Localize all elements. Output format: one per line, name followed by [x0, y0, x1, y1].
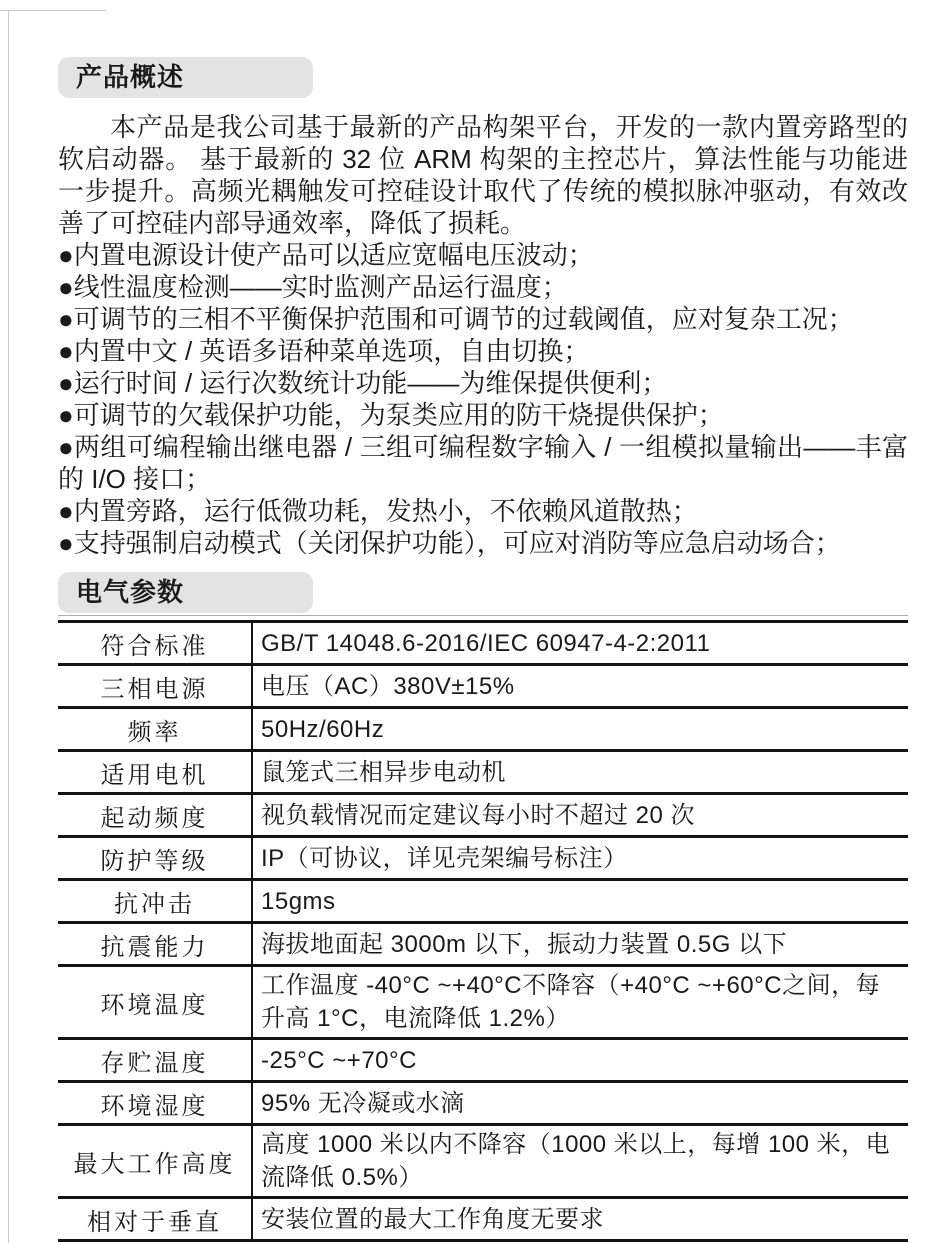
feature-item — [58, 527, 908, 559]
spec-row — [58, 923, 908, 966]
electrical-spec-table — [58, 615, 908, 1243]
section-header-electrical-parameters — [58, 572, 313, 613]
feature-item — [58, 239, 908, 271]
feature-item — [58, 431, 908, 495]
spec-value: 95% 无冷凝或水滴 — [261, 1089, 465, 1117]
spec-label: 抗冲击 — [58, 880, 252, 923]
spec-value: -25°C ~+70°C — [261, 1046, 417, 1074]
spec-row — [58, 665, 908, 708]
spec-value: 鼠笼式三相异步电动机 — [261, 758, 506, 786]
feature-text: 内置中文 / 英语多语种菜单选项，自由切换； — [73, 336, 590, 366]
spec-label: 最大工作高度 — [58, 1125, 252, 1198]
spec-label: 抗震能力 — [58, 923, 252, 966]
page-edge-vertical-line — [8, 10, 9, 1243]
spec-label: 环境温度 — [58, 966, 252, 1039]
feature-item — [58, 367, 908, 399]
feature-text: 支持强制启动模式（关闭保护功能），可应对消防等应急启动场合； — [73, 528, 841, 558]
bullet-icon: ● — [58, 240, 74, 270]
spec-label: 环境湿度 — [58, 1082, 252, 1125]
spec-value: 工作温度 -40°C ~+40°C不降容（+40°C ~+60°C之间，每升高 1°C，电流降低 1.2%） — [261, 972, 881, 1032]
spec-value: 电压（AC）380V±15% — [261, 672, 515, 700]
spec-table — [58, 623, 908, 1239]
spec-row — [58, 623, 908, 665]
bullet-icon: ● — [58, 528, 74, 558]
spec-value: GB/T 14048.6-2016/IEC 60947-4-2:2011 — [261, 629, 711, 657]
bullet-icon: ● — [58, 304, 74, 334]
spec-row — [58, 1082, 908, 1125]
feature-text: 内置旁路，运行低微功耗，发热小，不依赖风道散热； — [73, 496, 698, 526]
spec-label: 相对于垂直 — [58, 1198, 252, 1240]
table-bottom-thick-rule — [58, 1239, 908, 1242]
feature-text: 运行时间 / 运行次数统计功能——为维保提供便利； — [73, 368, 668, 398]
feature-text: 可调节的欠载保护功能，为泵类应用的防干烧提供保护； — [73, 400, 724, 430]
section-title: 产品概述 — [76, 62, 185, 92]
spec-label: 起动频度 — [58, 794, 252, 837]
section-header-product-overview — [58, 57, 313, 98]
spec-row — [58, 837, 908, 880]
spec-row — [58, 1039, 908, 1082]
bullet-icon: ● — [58, 400, 74, 430]
section-title: 电气参数 — [76, 577, 185, 607]
bullet-icon: ● — [58, 496, 74, 526]
spec-value: 视负载情况而定建议每小时不超过 20 次 — [261, 801, 696, 829]
feature-item — [58, 303, 908, 335]
table-top-thin-rule — [58, 615, 908, 616]
spec-value: 15gms — [261, 887, 336, 915]
spec-row — [58, 1198, 908, 1240]
spec-value: 安装位置的最大工作角度无要求 — [261, 1205, 604, 1233]
feature-list — [58, 239, 908, 559]
spec-value: 高度 1000 米以内不降容（1000 米以上，每增 100 米，电流降低 0.5%） — [261, 1131, 891, 1191]
bullet-icon: ● — [58, 432, 75, 462]
bullet-icon: ● — [58, 368, 74, 398]
feature-text: 线性温度检测——实时监测产品运行温度； — [73, 272, 568, 302]
feature-text: 可调节的三相不平衡保护范围和可调节的过载阈值，应对复杂工况； — [73, 304, 854, 334]
feature-item — [58, 335, 908, 367]
spec-row — [58, 794, 908, 837]
spec-row — [58, 708, 908, 751]
spec-row — [58, 1125, 908, 1198]
spec-row — [58, 966, 908, 1039]
page-content — [58, 0, 908, 1243]
spec-value: 50Hz/60Hz — [261, 715, 385, 743]
feature-item — [58, 399, 908, 431]
feature-text: 两组可编程输出继电器 / 三组可编程数字输入 / 一组模拟量输出——丰富的 I/O 接口； — [58, 432, 908, 494]
spec-label: 三相电源 — [58, 665, 252, 708]
spec-label: 频率 — [58, 708, 252, 751]
feature-text: 内置电源设计使产品可以适应宽幅电压波动； — [73, 240, 594, 270]
spec-row — [58, 880, 908, 923]
spec-value: IP（可协议，详见壳架编号标注） — [261, 844, 628, 872]
spec-value: 海拔地面起 3000m 以下，振动力装置 0.5G 以下 — [261, 930, 788, 958]
spec-label: 符合标准 — [58, 623, 252, 665]
overview-paragraph: 本产品是我公司基于最新的产品构架平台，开发的一款内置旁路型的软启动器。 基于最新的 32 位 ARM 构架的主控芯片，算法性能与功能进一步提升。高频光耦触发可控硅设计取代了传统的模拟脉冲驱动，有效改善了可控硅内部导通效率，降低了损耗。 — [58, 112, 908, 238]
spec-label: 防护等级 — [58, 837, 252, 880]
spec-label: 存贮温度 — [58, 1039, 252, 1082]
feature-item — [58, 271, 908, 303]
bullet-icon: ● — [58, 272, 74, 302]
spec-row — [58, 751, 908, 794]
spec-label: 适用电机 — [58, 751, 252, 794]
bullet-icon: ● — [58, 336, 74, 366]
feature-item — [58, 495, 908, 527]
